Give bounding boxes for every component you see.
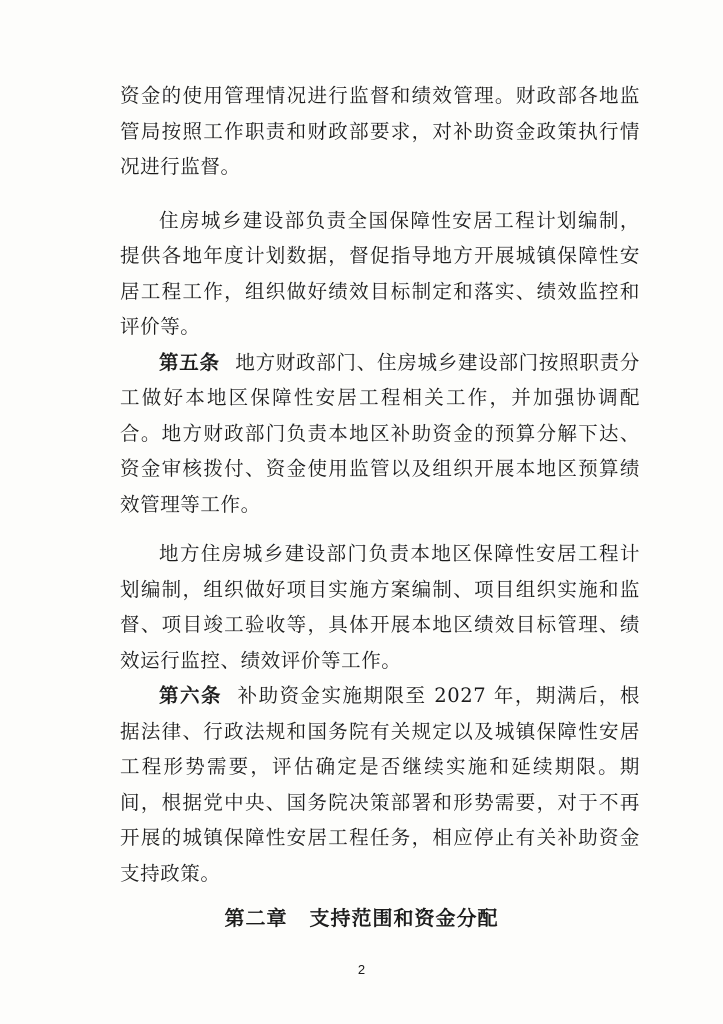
body-text <box>120 78 640 891</box>
chapter-heading <box>0 902 723 931</box>
chapter-title: 支持范围和资金分配 <box>309 906 499 930</box>
article-paragraph <box>120 345 640 523</box>
article-paragraph <box>120 678 640 891</box>
paragraph: 地方住房城乡建设部门负责本地区保障性安居工程计划编制，组织做好项目实施方案编制、项目组织实施和监督、项目竣工验收等，具体开展本地区绩效目标管理、绩效运行监控、绩效评价等工作。 <box>120 542 640 672</box>
paragraph: 住房城乡建设部负责全国保障性安居工程计划编制，提供各地年度计划数据，督促指导地方开展城镇保障性安居工程工作，组织做好绩效目标制定和落实、绩效监控和评价等。 <box>120 208 640 338</box>
chapter-number: 第二章 <box>224 906 288 930</box>
article-text: 地方财政部门、住房城乡建设部门按照职责分工做好本地区保障性安居工程相关工作，并加强协调配合。地方财政部门负责本地区补助资金的预算分解下达、资金审核拨付、资金使用监管以及组织开展本地区预算绩效管理等工作。 <box>120 350 640 516</box>
paragraph: 资金的使用管理情况进行监督和绩效管理。财政部各地监管局按照工作职责和财政部要求，对补助资金政策执行情况进行监督。 <box>120 84 640 178</box>
article-heading: 第六条 <box>159 684 222 707</box>
article-text: 补助资金实施期限至 2027 年，期满后，根据法律、行政法规和国务院有关规定以及城镇保障性安居工程形势需要，评估确定是否继续实施和延续期限。期间，根据党中央、国务院决策部署和形势需要，对于不再开展的城镇保障性安居工程任务，相应停止有关补助资金支持政策。 <box>120 684 640 885</box>
page-number: 2 <box>357 962 366 977</box>
article-heading: 第五条 <box>159 350 220 374</box>
